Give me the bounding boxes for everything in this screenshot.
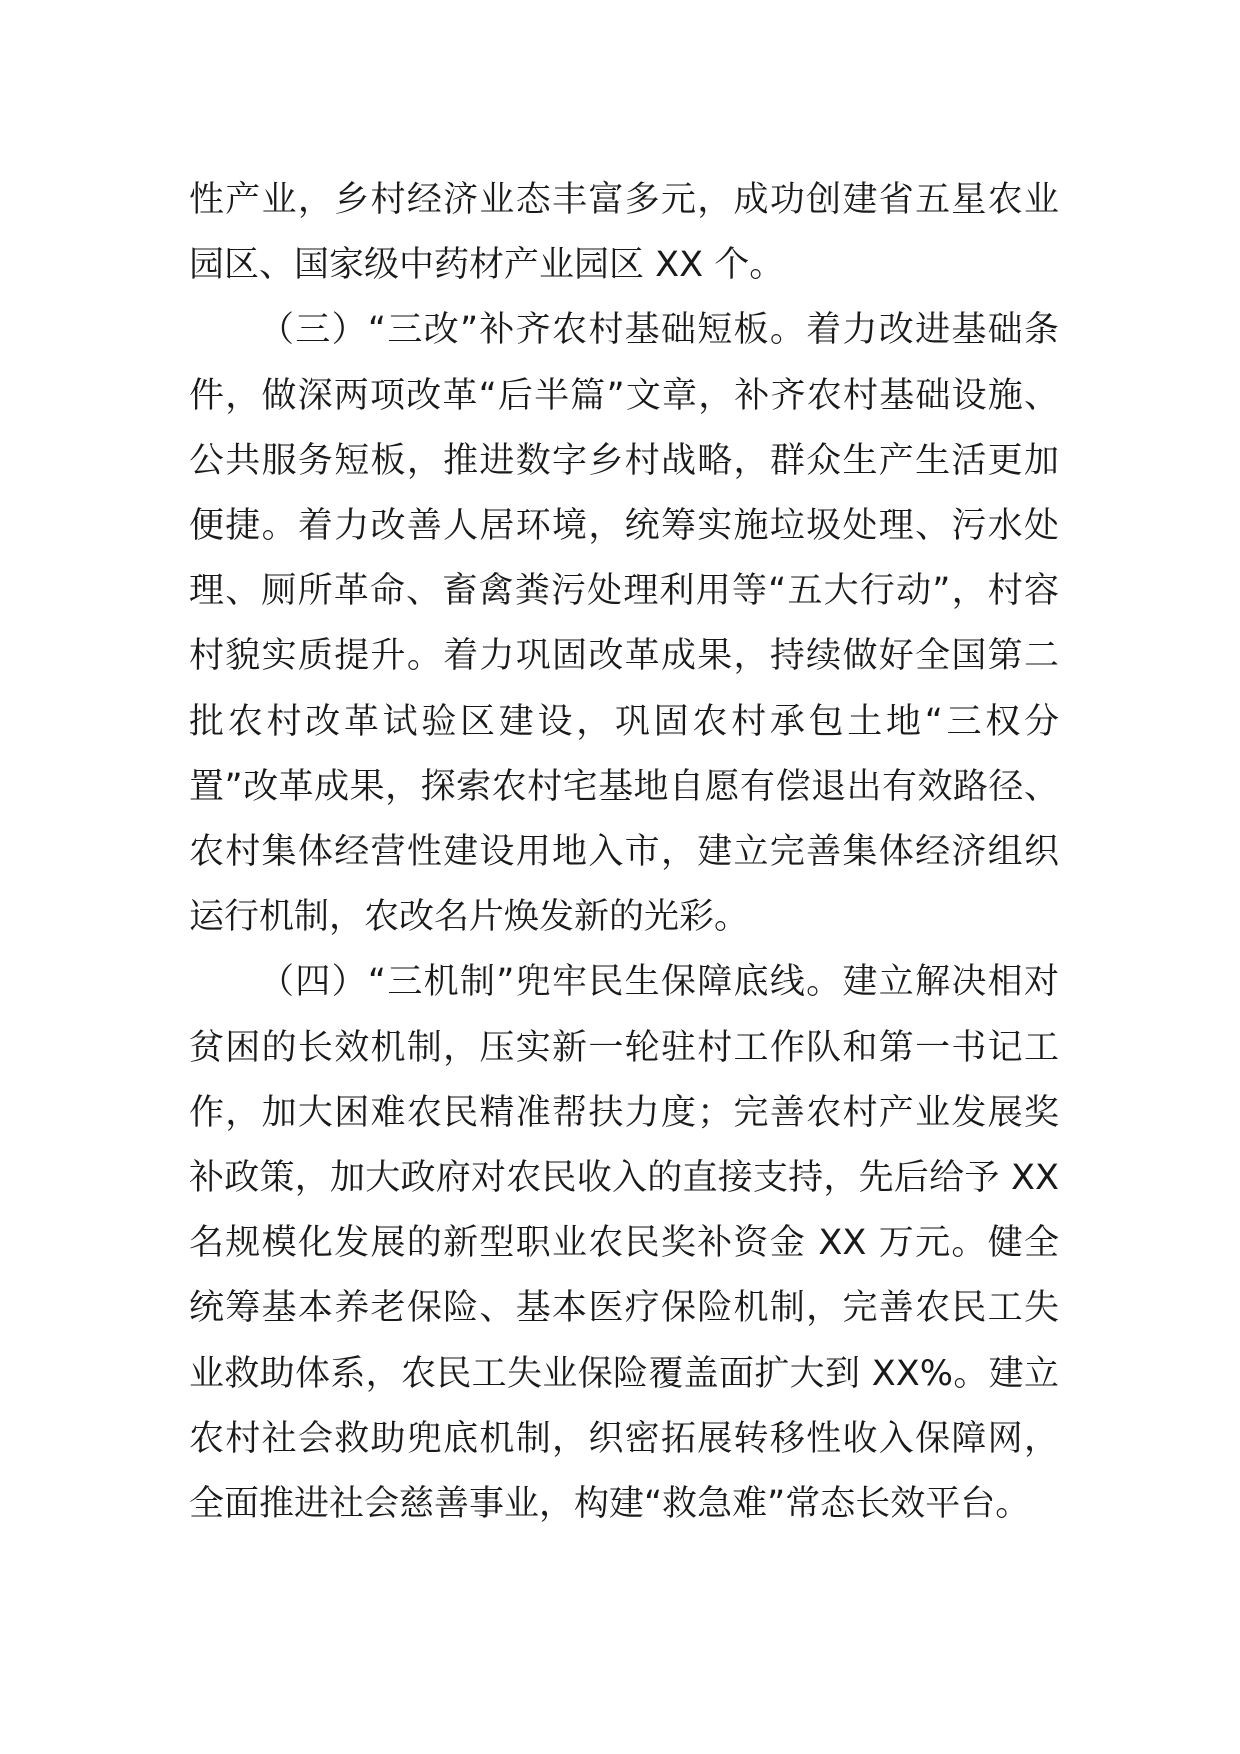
document-body bbox=[189, 168, 1059, 1537]
paragraph-continuation: 性产业，乡村经济业态丰富多元，成功创建省五星农业园区、国家级中药材产业园区 XX 个。 bbox=[189, 180, 1059, 286]
paragraph-section-four: （四）“三机制”兜牢民生保障底线。建立解决相对贫困的长效机制，压实新一轮驻村工作队和第一书记工作，加大困难农民精准帮扶力度；完善农村产业发展奖补政策，加大政府对农民收入的直接支持，先后给予 XX 名规模化发展的新型职业农民奖补资金 XX 万元。健全统筹基本养老保险、基本医疗保险机制，完善农民工失业救助体系，农民工失业保险覆盖面扩大到 XX%。建立农村社会救助兜底机制，织密拓展转移性收入保障网，全面推进社会慈善事业，构建“救急难”常态长效平台。 bbox=[189, 962, 1059, 1525]
paragraph-section-three: （三）“三改”补齐农村基础短板。着力改进基础条件，做深两项改革“后半篇”文章，补齐农村基础设施、公共服务短板，推进数字乡村战略，群众生产生活更加便捷。着力改善人居环境，统筹实施垃圾处理、污水处理、厕所革命、畜禽粪污处理利用等“五大行动”，村容村貌实质提升。着力巩固改革成果，持续做好全国第二批农村改革试验区建设，巩固农村承包土地“三权分置”改革成果，探索农村宅基地自愿有偿退出有效路径、农村集体经营性建设用地入市，建立完善集体经济组织运行机制，农改名片焕发新的光彩。 bbox=[189, 310, 1059, 938]
